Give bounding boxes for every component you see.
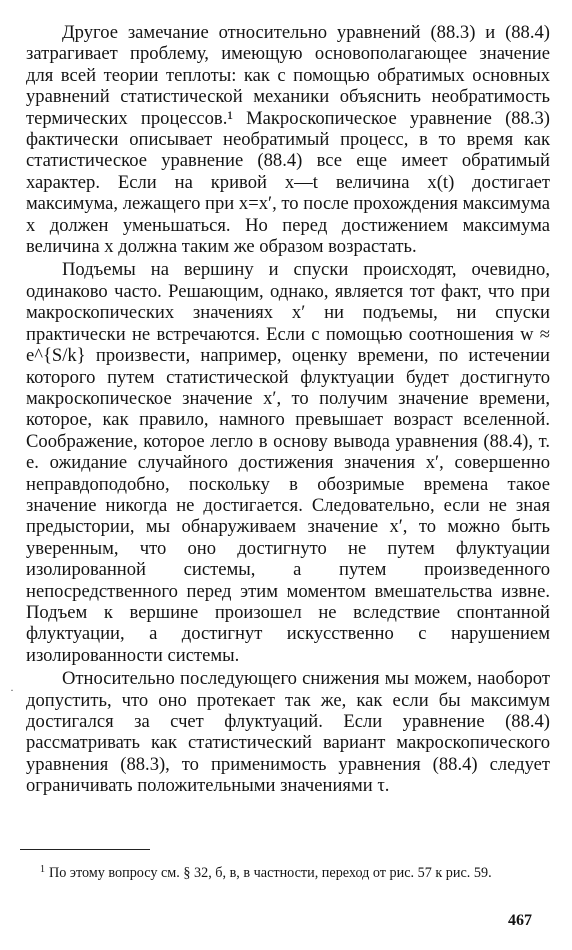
page-number: 467: [508, 912, 532, 929]
footnote-number: 1: [40, 864, 45, 875]
paragraph-3: Относительно последующего снижения мы можем, наоборот допустить, что оно протекает так же, как если бы максимум достигался за счет флуктуаций. Если уравнение (88.4) рассматривать как статистический вариант макроскопического уравнения (88.3), то применимость уравнения (88.4) следует ограничивать положительными значениями τ.: [26, 668, 550, 797]
footnote: [18, 860, 542, 883]
main-text: [26, 22, 550, 797]
stray-mark: ·: [10, 683, 14, 697]
paragraph-2: Подъемы на вершину и спуски происходят, очевидно, одинаково часто. Решающим, однако, является тот факт, что при макроскопических значениях x′ ни подъемы, ни спуски практически не встречаются. Если с помощью соотношения w ≈ e^{S/k} произвести, например, оценку времени, по истечении которого путем статистической флуктуации будет достигнуто макроскопическое значение x′, то получим значение времени, которое, как правило, намного превышает возраст вселенной. Соображение, которое легло в основу вывода уравнения (88.4), т. е. ожидание случайного достижения значения x′, совершенно неправдоподобно, поскольку в обозримые времена такое значение никогда не достигается. Следовательно, если не зная предыстории, мы обнаруживаем значение x′, то можно быть уверенным, что оно достигнуто не путем флуктуации изолированной системы, а путем произведенного непосредственного перед этим моментом вмешательства извне. Подъем к вершине произошел не вследствие спонтанной флуктуации, а достигнут искусственно с нарушением изолированности системы.: [26, 259, 550, 666]
footnote-divider: [20, 849, 150, 850]
footnote-text: По этому вопросу см. § 32, б, в, в частности, переход от рис. 57 к рис. 59.: [49, 865, 492, 881]
paragraph-1: Другое замечание относительно уравнений (88.3) и (88.4) затрагивает проблему, имеющую основополагающее значение для всей теории теплоты: как с помощью обратимых основных уравнений статистической механики объяснить необратимость термических процессов.¹ Макроскопическое уравнение (88.3) фактически описывает необратимый процесс, в то время как статистическое уравнение (88.4) все еще имеет обратимый характер. Если на кривой x—t величина x(t) достигает максимума, лежащего при x=x′, то после прохождения максимума x должен уменьшаться. Но перед достижением максимума величина x должна таким же образом возрастать.: [26, 22, 550, 258]
